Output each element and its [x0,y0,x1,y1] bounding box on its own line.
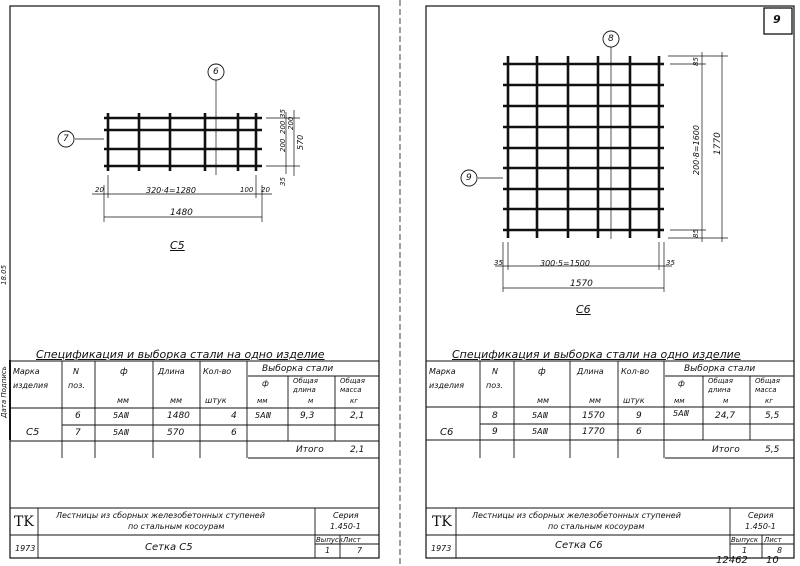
r-stamp-title-1: Лестницы из сборных железобетонных ступеней [472,511,681,520]
dim-end-right-b: 20 [261,186,270,194]
r-h-sel-tlen-2: длина [708,386,731,394]
dim-end-right-a: 100 [240,186,254,194]
r-stamp-year: 1973 [431,544,452,553]
spec-title-right: Спецификация и выборка стали на одно изделие [452,348,741,361]
sel-len: 9,3 [300,411,315,421]
sel-mass: 2,1 [350,411,365,421]
row2-dia: 5AⅢ [113,428,130,437]
r-stamp-vyp-label: Выпуск [731,536,759,544]
dim-v-bot: 85 [692,229,700,238]
mark-c6: C6 [440,427,454,438]
r-total-label: Итого [712,445,740,455]
h-sel-tlen-2: длина [293,386,316,394]
r-h-sel-tlen-unit: м [723,397,729,405]
r-row1-dia: 5AⅢ [532,411,549,420]
stamp-title-1: Лестницы из сборных железобетонных ступеней [56,511,265,520]
r-stamp-name: Сетка С6 [555,540,603,551]
stamp-vyp-label: Выпуск [316,536,344,544]
dim-span: 320·4=1280 [146,186,196,195]
callout-9: 9 [466,173,472,183]
caption-c6: C6 [576,303,591,316]
r-sel-mass: 5,5 [765,411,780,421]
r-h-len-unit: мм [589,396,602,405]
r-row1-pos: 8 [492,411,498,421]
r-row1-qty: 9 [636,411,642,421]
r-h-pos-2: поз. [486,381,503,390]
h-qty: Кол-во [203,367,232,376]
h-mark-1: Марка [13,367,40,376]
h-sel-tlen-unit: м [308,397,314,405]
row1-qty: 4 [231,411,237,421]
stamp-list: 7 [357,546,363,555]
h-sel-dia-unit: мм [257,397,268,405]
mark-c5: C5 [26,427,40,438]
footer-page: 10 [766,555,779,566]
callout-8: 8 [608,34,614,44]
dim-v-span: 200·8=1600 [692,125,701,175]
h-mark-2: изделия [13,381,49,390]
r-stamp-org: TK [432,514,452,530]
r-total-value: 5,5 [765,445,780,455]
dim-v-total: 1770 [713,132,723,155]
r-h-dia-unit: мм [537,396,550,405]
dim-right-35-bot: 35 [279,177,287,186]
stamp-list-label: Лист [343,536,361,544]
r-row2-pos: 9 [492,427,498,437]
r-row2-len: 1770 [582,427,605,437]
side-label-a: Дата Подпись [0,366,8,418]
r-h-mark-1: Марка [429,367,456,376]
r-h-mark-2: изделия [429,381,465,390]
stamp-name: Сетка С5 [145,542,193,553]
r-h-sel-tlen-1: Общая [708,377,733,385]
r-row1-len: 1570 [582,411,605,421]
row1-len: 1480 [167,411,190,421]
stamp-org: TK [14,514,34,530]
callout-6: 6 [213,67,219,77]
dim-end-left: 20 [95,186,104,194]
r-h-len: Длина [577,367,604,376]
dim-total: 1480 [170,208,193,218]
r-h-sel-dia: ф [678,379,685,388]
row1-pos: 6 [75,411,81,421]
total-label: Итого [296,445,324,455]
total-value: 2,1 [350,445,365,455]
h-sel-dia: ф [262,379,269,388]
r-h-pos-1: N [492,367,498,376]
h-dia: ф [120,367,128,377]
r-stamp-series: 1.450-1 [745,522,776,531]
r-stamp-series-label: Серия [748,511,774,520]
h-pos-2: поз. [68,381,85,390]
r-row2-qty: 6 [636,427,642,437]
dim-v-top: 85 [692,57,700,66]
h-sel: Выборка стали [262,364,334,374]
dim-right-200-c: 200 [287,116,295,130]
caption-c5: C5 [170,239,185,252]
r-stamp-list-label: Лист [764,536,782,544]
h-sel-mass-unit: кг [350,397,358,405]
r-h-sel-mass-unit: кг [765,397,773,405]
r-sel-dia: 5AⅢ [673,409,690,418]
stamp-year: 1973 [15,544,36,553]
callout-7: 7 [63,134,69,144]
dim-right-total: 570 [296,134,305,150]
r-row2-dia: 5AⅢ [532,427,549,436]
r-h-sel-mass-1: Общая [755,377,780,385]
r-stamp-vyp: 1 [742,546,748,555]
dim-end-right-r: 35 [666,259,675,267]
h-len: Длина [158,367,185,376]
side-label-b: 18.05 [0,264,8,285]
r-h-qty-unit: штук [623,396,645,405]
r-stamp-list: 8 [777,546,783,555]
row1-dia: 5AⅢ [113,411,130,420]
left-frame [10,6,379,558]
r-stamp-title-2: по стальным косоурам [548,522,645,531]
h-sel-mass-2: масса [340,386,362,394]
footer-num: 12462 [716,555,748,566]
mesh-c6 [503,56,664,238]
right-frame [426,6,794,558]
r-h-sel: Выборка стали [684,364,756,374]
dim-total-r: 1570 [570,279,593,289]
h-pos-1: N [73,367,79,376]
stamp-series-label: Серия [333,511,359,520]
dim-end-left-r: 35 [494,259,503,267]
h-sel-tlen-1: Общая [293,377,318,385]
stamp-title-2: по стальным косоурам [128,522,225,531]
r-sel-len: 24,7 [715,411,736,421]
r-h-sel-dia-unit: мм [674,397,685,405]
h-sel-mass-1: Общая [340,377,365,385]
r-h-qty: Кол-во [621,367,650,376]
h-len-unit: мм [170,396,183,405]
spec-title-left: Спецификация и выборка стали на одно изделие [36,348,325,361]
sel-dia: 5AⅢ [255,411,272,420]
dim-right-200-b: 200 [279,138,287,152]
dim-right-35-top: 35 [279,109,287,118]
mesh-c5 [104,113,262,171]
stamp-series: 1.450-1 [330,522,361,531]
page-number: 9 [773,13,781,26]
h-dia-unit: мм [117,396,130,405]
row2-qty: 6 [231,428,237,438]
dim-right-200-a: 200 [279,120,287,134]
stamp-vyp: 1 [325,546,331,555]
r-h-sel-mass-2: масса [755,386,777,394]
row2-len: 570 [167,428,185,438]
r-h-dia: ф [538,367,546,377]
dim-span-r: 300·5=1500 [540,259,590,268]
row2-pos: 7 [75,428,81,438]
h-qty-unit: штук [205,396,227,405]
